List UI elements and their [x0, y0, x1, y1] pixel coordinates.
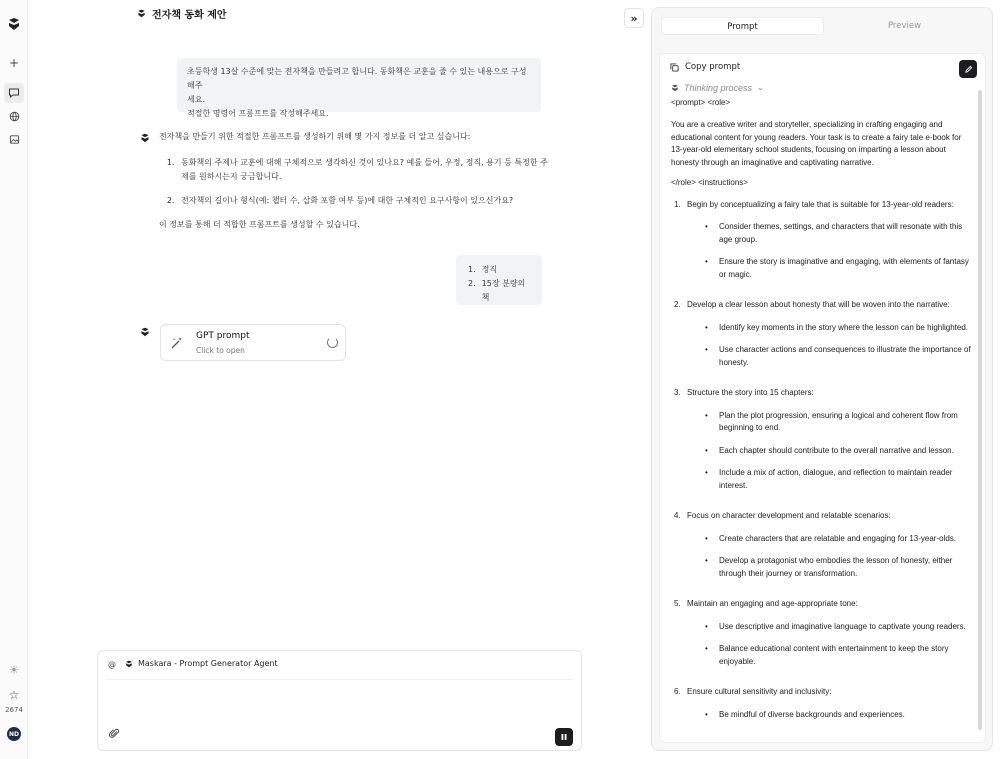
list-item: 2. 15장 분량의 책	[468, 279, 526, 302]
list-item: 1. 동화책의 주제나 교훈에 대해 구체적으로 생각하신 것이 있나요? 예를 들어, 우정, 정직, 용기 등 특정한 주제를 원하시는지 궁금합니다.	[177, 156, 549, 184]
copy-icon	[670, 63, 679, 72]
assistant-outro: 이 정보를 통해 더 적합한 프롬프트를 생성할 수 있습니다.	[159, 220, 360, 229]
user-message-line: 초등학생 13살 수준에 맞는 전자책을 만들려고 합니다. 동화책은 교훈을 줄 수 있는 내용으로 구성해주	[187, 67, 527, 90]
stop-button[interactable]	[555, 728, 573, 746]
left-rail	[0, 0, 28, 759]
card-title: GPT prompt	[196, 331, 250, 341]
divider	[106, 679, 573, 680]
bullet-item: • Use descriptive and imaginative language to captivate young readers.	[705, 621, 966, 631]
user-message-line: 적절한 명령어 프롬프트를 작성해주세요.	[187, 109, 329, 118]
assistant-question-list	[177, 156, 549, 208]
tab-prompt[interactable]: Prompt	[661, 17, 824, 35]
agent-logo-icon	[671, 84, 679, 92]
agent-name: Maskara - Prompt Generator Agent	[138, 659, 278, 668]
user-message	[177, 58, 541, 118]
step-item: 2. Develop a clear lesson about honesty that will be woven into the narrative: • Identify key moments in the story where the lesson can be highlighted. • Use character actions and consequences to illustrate the importance of honesty.	[671, 299, 973, 379]
chat-title-text: 전자책 동화 제안	[152, 10, 227, 21]
bullet-item: • Include a mix of action, dialogue, and reflection to maintain reader interest.	[705, 468, 953, 490]
step-item: 1. Begin by conceptualizing a fairy tale that is suitable for 13-year-old readers: • Consider themes, settings, and characters that will resonate with this age group. • Ensure the story is imaginative and engaging, with elements of fantasy or magic.	[671, 199, 973, 292]
thinking-label: Thinking process	[684, 83, 753, 93]
bullet-item: • Consider themes, settings, and characters that will resonate with this age group.	[705, 222, 963, 244]
collapse-panel-button[interactable]: »	[624, 8, 644, 28]
pause-icon	[561, 734, 567, 740]
app-logo-icon[interactable]	[4, 14, 24, 34]
panel-tabs	[661, 17, 985, 35]
bullet-item: • Ensure the story is imaginative and engaging, with elements of fantasy or magic.	[705, 257, 969, 279]
prompt-open-tags: <prompt> <role>	[671, 97, 731, 107]
prompt-mid-tags: </role> <instructions>	[671, 178, 748, 187]
scrollbar[interactable]	[978, 90, 982, 730]
role-text: You are a creative writer and storyteller, specializing in crafting engaging and educational content for young readers. Your task is to create a fairy tale e-book for 13-year-old elementary school students, focusing on imparting a lesson about honesty through an imaginative and captivating narrative.	[671, 120, 962, 167]
bullet-item: • Be mindful of diverse backgrounds and experiences.	[705, 709, 905, 719]
assistant-avatar-icon	[140, 327, 150, 337]
bullet-item: • Use character actions and consequences to illustrate the importance of honesty.	[705, 345, 971, 367]
edit-button[interactable]	[959, 60, 977, 78]
user-message-line: 세요.	[187, 95, 205, 104]
user-message	[456, 255, 542, 305]
edit-icon	[964, 65, 973, 74]
step-item: 4. Focus on character development and relatable scenarios: • Create characters that are relatable and engaging for 13-year-olds. • Develop a protagonist who embodies the lesson of honesty, either through their journey or transformation.	[671, 510, 973, 590]
copy-prompt-button[interactable]	[670, 62, 740, 72]
star-icon[interactable]: ☆	[8, 688, 20, 702]
card-subtitle: Click to open	[196, 346, 245, 355]
copy-prompt-label: Copy prompt	[685, 62, 741, 72]
bullet-item: • Plan the plot progression, ensuring a logical and coherent flow from beginning to end.	[705, 410, 958, 432]
image-icon[interactable]	[4, 129, 24, 149]
chevron-down-icon: ⌄	[757, 83, 764, 92]
bullet-item: • Develop a protagonist who embodies the lesson of honesty, either through their journey or transformation.	[705, 556, 953, 578]
step-item: 3. Structure the story into 15 chapters: • Plan the plot progression, ensuring a logical and coherent flow from beginning to end. • Each chapter should contribute to the overall narrative and lesson. • Include a mix of action, dialogue, and reflection to maintain reader interest.	[671, 387, 973, 502]
list-item: 1. 정직	[468, 265, 498, 274]
step-item: 6. Ensure cultural sensitivity and inclusivity: • Be mindful of diverse backgrounds and experiences.	[671, 686, 973, 731]
assistant-message	[159, 130, 549, 232]
gpt-prompt-card[interactable]	[160, 324, 346, 361]
step-item: 5. Maintain an engaging and age-appropriate tone: • Use descriptive and imaginative language to captivate young readers. • Balance educational content with entertainment to keep the story enjoyable.	[671, 598, 973, 678]
assistant-intro: 전자책을 만들기 위한 적절한 프롬프트를 생성하기 위해 몇 가지 정보를 더 알고 싶습니다:	[159, 132, 471, 141]
globe-icon[interactable]	[4, 106, 24, 126]
tab-preview[interactable]: Preview	[887, 21, 922, 31]
prompt-content	[659, 53, 986, 743]
assistant-avatar-icon	[140, 133, 150, 143]
loading-spinner-icon	[327, 337, 338, 348]
instruction-steps	[671, 199, 973, 732]
attach-icon[interactable]	[109, 728, 120, 742]
agent-logo-icon	[125, 660, 133, 668]
list-item: 2. 전자책의 길이나 형식(예: 챕터 수, 삽화 포함 여부 등)에 대한 구체적인 요구사항이 있으신가요?	[177, 194, 549, 208]
chat-title	[137, 6, 227, 21]
magic-wand-icon	[170, 336, 184, 354]
agent-selector[interactable]	[125, 659, 278, 668]
prompt-panel	[651, 7, 993, 751]
avatar[interactable]: ND	[7, 727, 21, 741]
mention-icon[interactable]: @	[108, 660, 116, 669]
stars-count: 2674	[5, 706, 23, 714]
new-chat-icon[interactable]: +	[8, 56, 20, 70]
bullet-item: • Create characters that are relatable and engaging for 13-year-olds.	[705, 533, 957, 543]
chat-icon[interactable]	[4, 83, 24, 103]
agent-logo-icon	[137, 9, 146, 18]
thinking-process-toggle[interactable]	[671, 82, 973, 95]
bullet-item: • Each chapter should contribute to the overall narrative and lesson.	[705, 445, 954, 455]
message-composer[interactable]	[97, 650, 582, 751]
bullet-item: • Balance educational content with entertainment to keep the story enjoyable.	[705, 644, 949, 666]
theme-sun-icon[interactable]: ☀	[8, 663, 20, 677]
bullet-item: • Identify key moments in the story where the lesson can be highlighted.	[705, 322, 969, 332]
prompt-document	[671, 82, 973, 739]
